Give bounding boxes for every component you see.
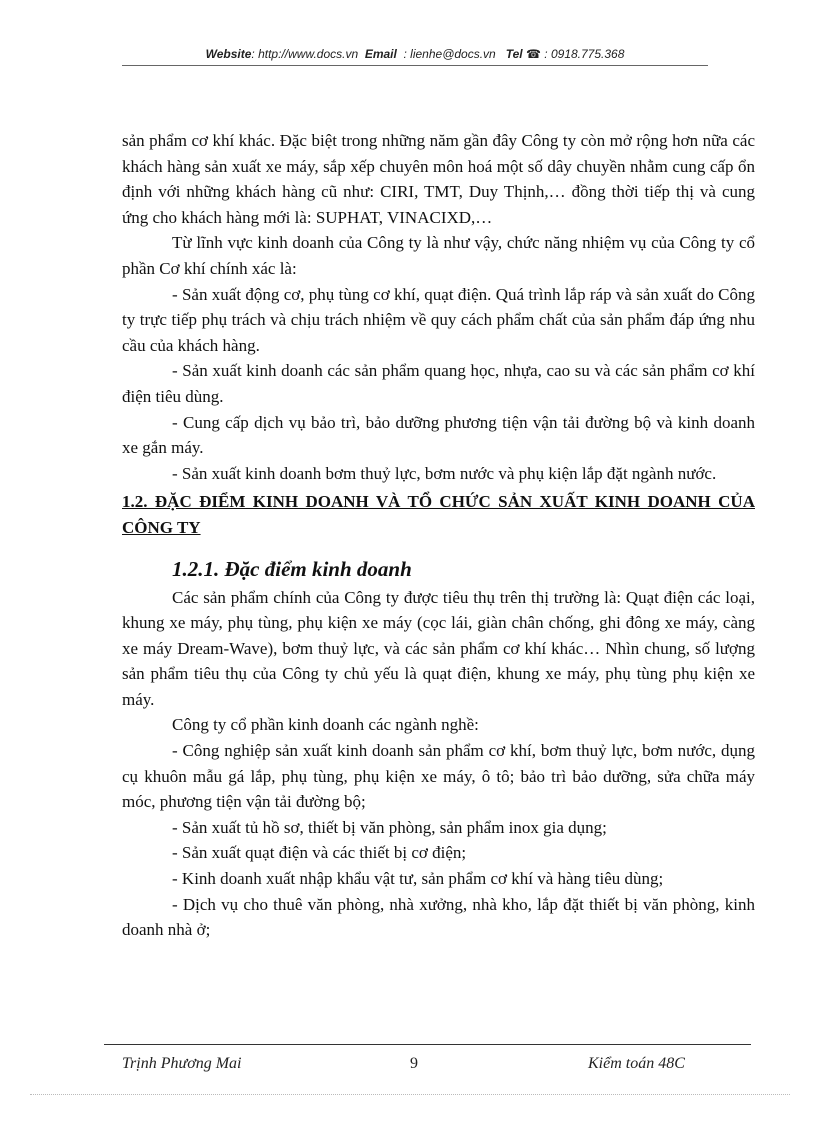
page-header: [122, 47, 708, 66]
tel-label: Tel: [505, 47, 523, 61]
website-value: : http://www.docs.vn: [251, 47, 359, 61]
phone-icon: ☎: [526, 47, 541, 61]
footer-author: Trịnh Phương Mai: [122, 1055, 242, 1072]
footer-class: Kiểm toán 48C: [588, 1055, 685, 1072]
list-item: - Sản xuất kinh doanh bơm thuỷ lực, bơm nước và phụ kiện lắp đặt ngành nước.: [172, 463, 717, 483]
paragraph: Các sản phẩm chính của Công ty được tiêu thụ trên thị trường là: Quạt điện các loại, khung xe máy, phụ tùng, phụ kiện xe máy (cọc lái, giàn chân chống, ghi đông xe máy, càng xe máy Dream-Wave), bơm thuỷ lực, và các sản phẩm cơ khí khác… Nhìn chung, số lượng sản phẩm tiêu thụ của Công ty chủ yếu là quạt điện, khung xe máy, phụ tùng phụ kiện xe máy.: [122, 587, 755, 709]
website-label: Website: [205, 47, 252, 61]
list-item: - Dịch vụ cho thuê văn phòng, nhà xưởng, nhà kho, lắp đặt thiết bị văn phòng, kinh doanh nhà ở;: [122, 894, 755, 940]
paragraph: sản phẩm cơ khí khác. Đặc biệt trong những năm gần đây Công ty còn mở rộng hơn nữa các khách hàng sản xuất xe máy, sắp xếp chuyên môn hoá một số dây chuyền nhằm cung cấp ổn định với những khách hàng cũ như: CIRI, TMT, Duy Thịnh,… đồng thời tiếp thị và cung ứng cho khách hàng mới là: SUPHAT, VINACIXD,…: [122, 131, 755, 227]
document-body: [122, 128, 755, 943]
tel-value: : 0918.775.368: [544, 47, 625, 61]
page-bottom-divider: [30, 1094, 790, 1095]
subsection-heading: 1.2.1. Đặc điểm kinh doanh: [172, 556, 412, 581]
page-footer: [104, 1044, 751, 1072]
page-number: 9: [410, 1055, 418, 1072]
list-item: - Sản xuất động cơ, phụ tùng cơ khí, quạt điện. Quá trình lắp ráp và sản xuất do Công ty trực tiếp phụ trách và chịu trách nhiệm về quy cách phẩm chất của sản phẩm đáp ứng nhu cầu của khách hàng.: [122, 284, 755, 355]
paragraph: Công ty cổ phần kinh doanh các ngành nghề:: [172, 715, 479, 735]
list-item: - Sản xuất kinh doanh các sản phẩm quang học, nhựa, cao su và các sản phẩm cơ khí điện tiêu dùng.: [122, 361, 755, 406]
paragraph: Từ lĩnh vực kinh doanh của Công ty là như vậy, chức năng nhiệm vụ của Công ty cổ phần Cơ khí chính xác là:: [122, 233, 755, 278]
list-item: - Công nghiệp sản xuất kinh doanh sản phẩm cơ khí, bơm thuỷ lực, bơm nước, dụng cụ khuôn mẫu gá lắp, phụ tùng, phụ kiện xe máy, ô tô; bảo trì bảo dưỡng, sửa chữa máy móc, phương tiện vận tải đường bộ;: [122, 741, 755, 812]
list-item: - Kinh doanh xuất nhập khẩu vật tư, sản phẩm cơ khí và hàng tiêu dùng;: [172, 869, 664, 889]
section-heading: 1.2. ĐẶC ĐIỂM KINH DOANH VÀ TỔ CHỨC SẢN XUẤT KINH DOANH CỦA CÔNG TY: [122, 492, 755, 537]
email-label: Email: [364, 47, 397, 61]
email-value: : lienhe@docs.vn: [403, 47, 496, 61]
list-item: - Sản xuất quạt điện và các thiết bị cơ điện;: [172, 843, 467, 863]
list-item: - Cung cấp dịch vụ bảo trì, bảo dưỡng phương tiện vận tải đường bộ và kinh doanh xe gắn máy.: [122, 412, 755, 458]
list-item: - Sản xuất tủ hồ sơ, thiết bị văn phòng, sản phẩm inox gia dụng;: [172, 817, 607, 837]
